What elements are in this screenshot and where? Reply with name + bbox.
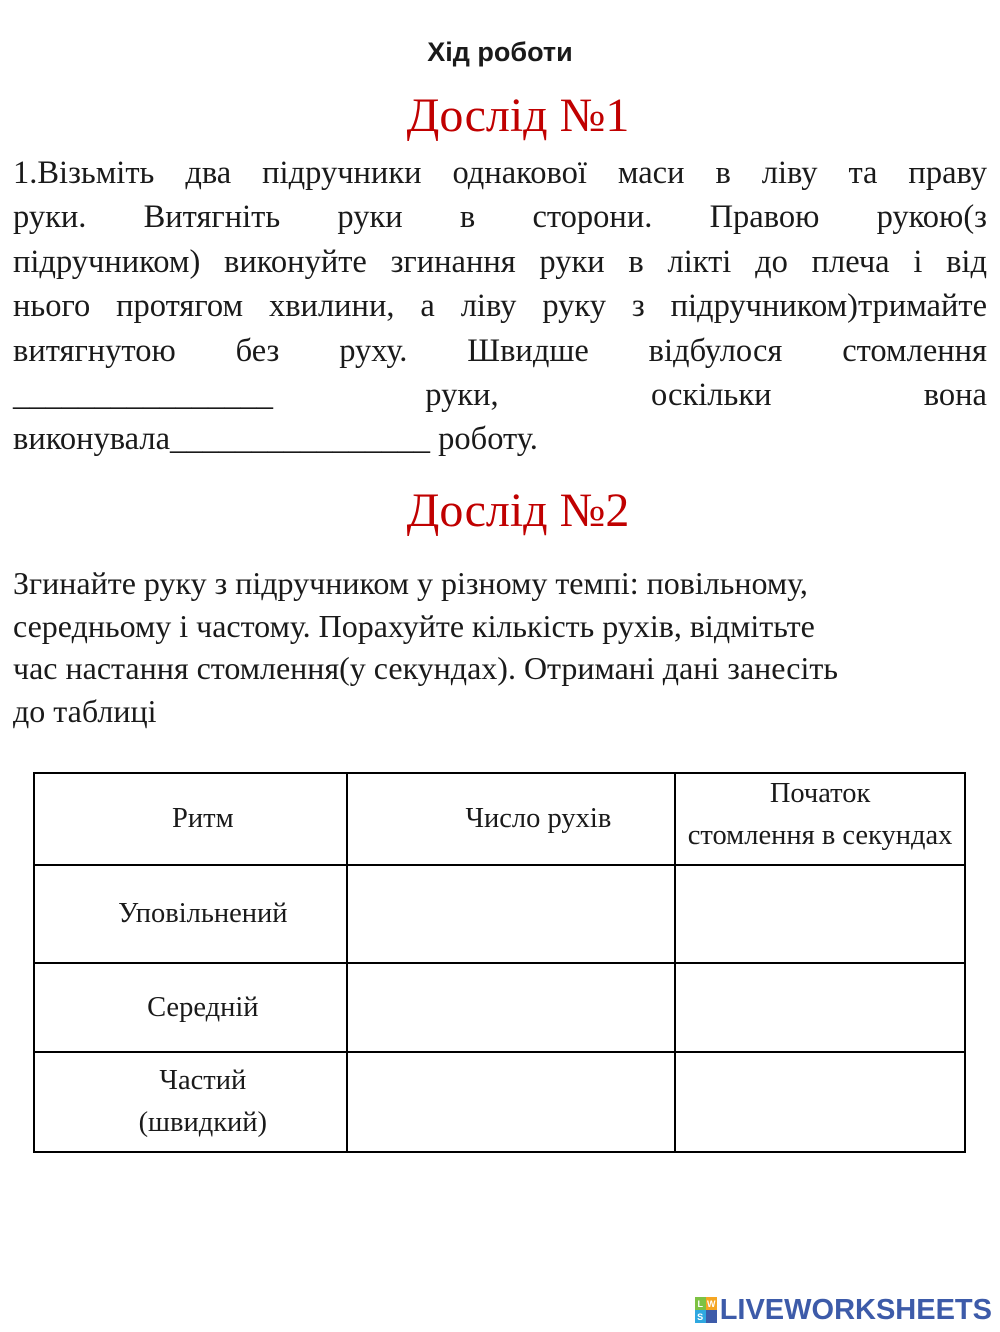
fatigue-cell-fast[interactable]: [675, 1052, 965, 1152]
row-label-fast-line2: (швидкий): [138, 1107, 268, 1138]
experiment1-title: Дослід №1: [406, 89, 630, 142]
experiment1-blank-line: ________________ руки, оскільки вона: [13, 377, 987, 414]
moves-cell-fast[interactable]: [347, 1052, 676, 1152]
table-header-row: [34, 773, 965, 865]
experiment1-blank-line: виконувала________________ роботу.: [13, 421, 538, 458]
row-label-fast: [34, 1052, 347, 1152]
fatigue-cell-medium[interactable]: [675, 963, 965, 1052]
header-fatigue-line2: стомлення в секундах: [687, 820, 953, 851]
experiment2-line: час настання стомлення(у секундах). Отримані дані занесіть: [13, 650, 838, 687]
table-row: [34, 865, 965, 963]
experiment1-line: руки. Витягніть руки в сторони. Правою рукою(з: [13, 199, 987, 236]
header-moves: Число рухів: [347, 773, 676, 865]
page-heading: Хід роботи: [427, 37, 573, 67]
row-label-medium: Середній: [34, 963, 347, 1052]
moves-cell-slow[interactable]: [347, 865, 676, 963]
table-row: [34, 963, 965, 1052]
liveworksheets-wordmark: LIVEWORKSHEETS: [719, 1293, 992, 1326]
experiment2-line: Згинайте руку з підручником у різному темпі: повільному,: [13, 565, 808, 601]
results-table: [33, 772, 966, 1153]
experiment1-line: нього протягом хвилини, а ліву руку з підручником)тримайте: [13, 288, 987, 325]
moves-cell-medium[interactable]: [347, 963, 676, 1052]
header-fatigue: [675, 773, 965, 865]
experiment2-line: до таблиці: [13, 692, 157, 729]
experiment1-line: 1.Візьміть два підручники однакової маси в ліву та праву: [13, 155, 987, 191]
experiment2-title: Дослід №2: [406, 484, 630, 537]
experiment2-line: середньому і частому. Порахуйте кількість рухів, відмітьте: [13, 607, 815, 644]
experiment2-instructions: [13, 562, 987, 732]
header-rhythm: Ритм: [34, 773, 347, 865]
liveworksheets-mark-icon: L W S: [695, 1297, 717, 1323]
row-label-fast-line1: Частий: [159, 1065, 247, 1096]
row-label-slow: Уповільнений: [34, 865, 347, 963]
fatigue-cell-slow[interactable]: [675, 865, 965, 963]
liveworksheets-logo: [695, 1294, 992, 1326]
experiment1-line: витягнутою без руху. Швидше відбулося стомлення: [13, 332, 987, 369]
header-fatigue-line1: Початок: [769, 778, 871, 809]
experiment1-line: підручником) виконуйте згинання руки в лікті до плеча і від: [13, 243, 987, 280]
experiment1-instructions: [13, 151, 987, 462]
table-row: [34, 1052, 965, 1152]
